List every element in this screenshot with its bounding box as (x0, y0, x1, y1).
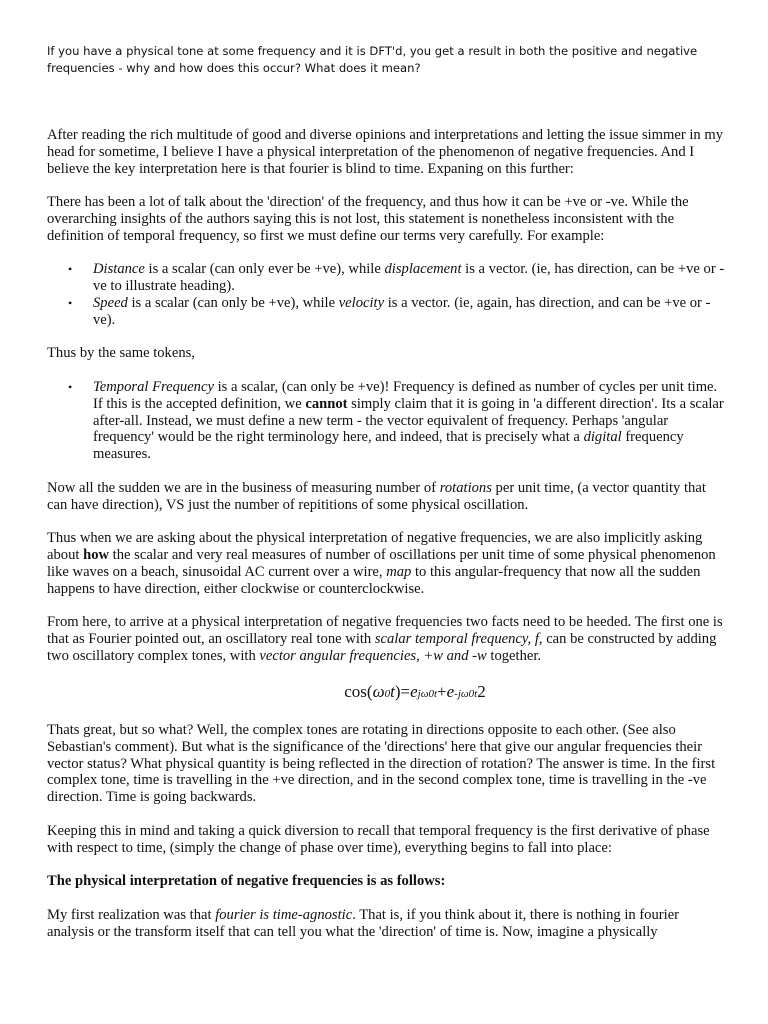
paragraph-interpretation-heading: The physical interpretation of negative frequencies is as follows: (47, 873, 446, 890)
temporal-frequency-list (47, 379, 727, 463)
paragraph-fourier-facts: From here, to arrive at a physical interpretation of negative frequencies two facts need to be heeded. The first one is that as Fourier pointed out, an oscillatory real tone with scalar temporal frequency, f, can be constructed by adding two oscillatory complex tones, with vector angular frequencies, +w and -w together. (47, 614, 723, 664)
list-item: • Speed is a scalar (can only be +ve), while velocity is a vector. (ie, again, has direction, and can be +ve or -ve). (93, 295, 727, 329)
paragraph-tokens: Thus by the same tokens, (47, 345, 195, 362)
cosine-equation: cos(ω0t)=ejω0t+e-jω0t2 (344, 682, 486, 702)
answer-body (47, 127, 727, 957)
paragraph-intro: After reading the rich multitude of good and diverse opinions and interpretations and letting the issue simmer in my head for sometime, I believe I have a physical interpretation of the phenomenon of negative frequencies. And I believe the key interpretation here is that fourier is blind to time. Expaning on this further: (47, 127, 724, 177)
paragraph-rotations: Now all the sudden we are in the business of measuring number of rotations per unit time, (a vector quantity that can have direction), VS just the number of repititions of some physical oscillation. (47, 479, 706, 513)
paragraph-time-direction: Thats great, but so what? Well, the complex tones are rotating in directions opposite to each other. (See also Sebastian's comment). But what is the significance of the 'directions' here that give our angular frequencies their vector status? What physical quantity is being reflected in the direction of rotation? The answer is time. In the first complex tone, time is travelling in the +ve direction, and in the second complex tone, time is travelling in the -ve direction. Time is going backwards. (47, 722, 716, 806)
paragraph-direction: There has been a lot of talk about the 'direction' of the frequency, and thus how it can be +ve or -ve. While the overarching insights of the authors saying this is not lost, this statement is nonetheless inconsistent with the definition of temporal frequency, so first we must define our terms very carefully. For example: (47, 194, 689, 244)
paragraph-realization: My first realization was that fourier is time-agnostic. That is, if you think about it, there is nothing in fourier analysis or the transform itself that can tell you what the 'direction' of time is. Now, imagine a physically (47, 906, 680, 940)
list-item: • Temporal Frequency is a scalar, (can only be +ve)! Frequency is defined as number of cycles per unit time. If this is the accepted definition, we cannot simply claim that it is going in 'a different direction'. Its a scalar after-all. Instead, we must define a new term - the vector equivalent of frequency. Perhaps 'angular frequency' would be the right terminology here, and indeed, that is precisely what a digital frequency measures. (93, 379, 727, 463)
question-title: If you have a physical tone at some frequency and it is DFT'd, you get a result in both the positive and negative frequencies - why and how does this occur? What does it mean? (47, 44, 698, 75)
paragraph-phase: Keeping this in mind and taking a quick diversion to recall that temporal frequency is the first derivative of phase with respect to time, (simply the change of phase over time), everything begins to fall into place: (47, 822, 710, 856)
paragraph-implicit: Thus when we are asking about the physical interpretation of negative frequencies, we are also implicitly asking about how the scalar and very real measures of number of oscillations per unit time of some physical phenomenon like waves on a beach, sinusoidal AC current over a wire, map to this angular-frequency that now all the sudden happens to have direction, either clockwise or counterclockwise. (47, 530, 716, 597)
scalar-vector-list (47, 261, 727, 328)
list-item: • Distance is a scalar (can only ever be +ve), while displacement is a vector. (ie, has direction, can be +ve or -ve to illustrate heading). (93, 261, 727, 295)
